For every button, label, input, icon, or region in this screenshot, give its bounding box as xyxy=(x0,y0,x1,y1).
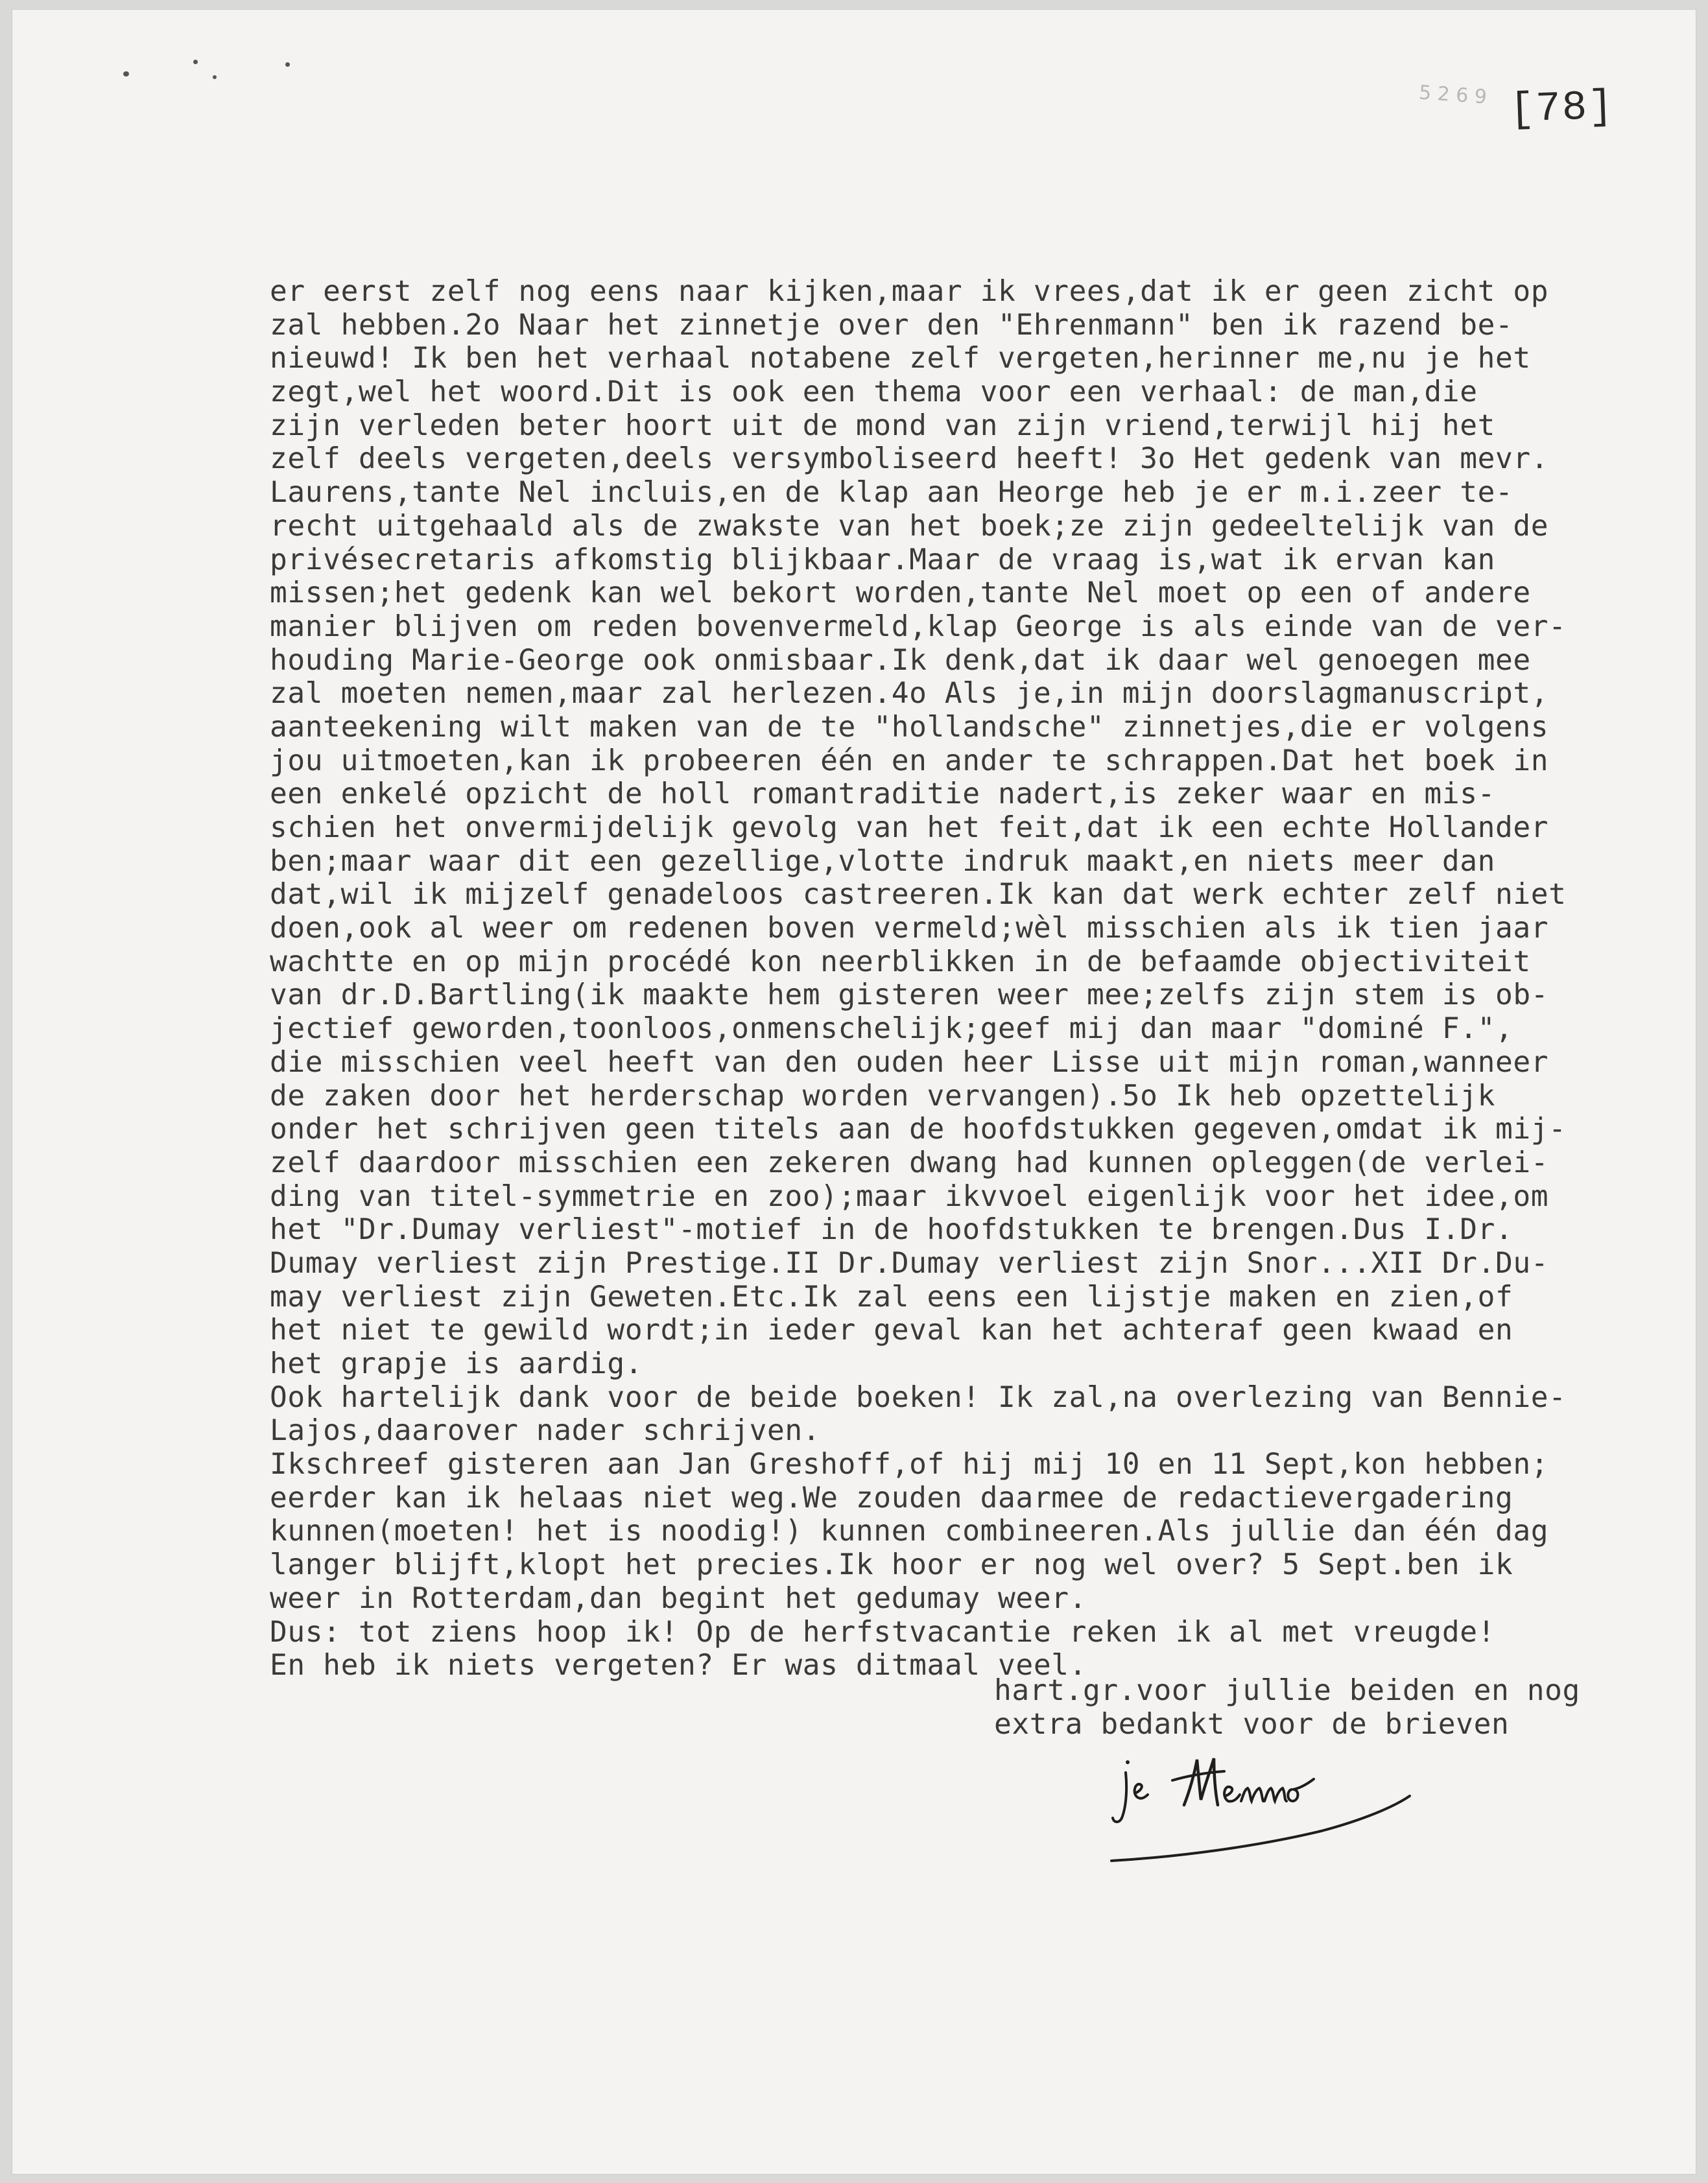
body-line: zegt,wel het woord.Dit is ook een thema voor een verhaal: de man,die xyxy=(270,375,1478,409)
handwritten-signature xyxy=(1108,1734,1412,1863)
body-line: het "Dr.Dumay verliest"-motief in de hoofdstukken te brengen.Dus I.Dr. xyxy=(270,1213,1513,1247)
punch-mark xyxy=(285,62,290,67)
body-line: ben;maar waar dit een gezellige,vlotte indruk maakt,en niets meer dan xyxy=(270,844,1495,878)
body-line: er eerst zelf nog eens naar kijken,maar ik vrees,dat ik er geen zicht op xyxy=(270,275,1549,308)
body-line: Ook hartelijk dank voor de beide boeken! Ik zal,na overlezing van Bennie- xyxy=(270,1380,1567,1414)
closing xyxy=(994,1674,1580,1741)
body-line: die misschien veel heeft van den ouden heer Lisse uit mijn roman,wanneer xyxy=(270,1045,1549,1079)
body-line: jectief geworden,toonloos,onmenschelijk;geef mij dan maar "dominé F.", xyxy=(270,1012,1513,1046)
body-line: recht uitgehaald als de zwakste van het boek;ze zijn gedeeltelijk van de xyxy=(270,509,1549,543)
body-line: schien het onvermijdelijk gevolg van het feit,dat ik een echte Hollander xyxy=(270,811,1549,844)
body-line: wachtte en op mijn procédé kon neerblikken in de befaamde objectiviteit xyxy=(270,945,1531,978)
body-line: manier blijven om reden bovenvermeld,klap George is als einde van de ver- xyxy=(270,609,1567,643)
body-line: jou uitmoeten,kan ik probeeren één en ander te schrappen.Dat het boek in xyxy=(270,744,1549,777)
archive-pencil-mark: 5 2 6 9 xyxy=(1417,81,1488,109)
punch-mark xyxy=(213,75,217,79)
body-line: dat,wil ik mijzelf genadeloos castreeren.Ik kan dat werk echter zelf niet xyxy=(270,878,1567,912)
letter-body xyxy=(270,275,1708,1682)
body-line: missen;het gedenk kan wel bekort worden,tante Nel moet op een of andere xyxy=(270,576,1531,610)
body-line: may verliest zijn Geweten.Etc.Ik zal eens een lijstje maken en zien,of xyxy=(270,1280,1513,1314)
body-line: weer in Rotterdam,dan begint het gedumay weer. xyxy=(270,1581,1087,1615)
body-line: van dr.D.Bartling(ik maakte hem gisteren weer mee;zelfs zijn stem is ob- xyxy=(270,978,1549,1012)
body-line: doen,ook al weer om redenen boven vermeld;wèl misschien als ik tien jaar xyxy=(270,912,1549,945)
body-line: Lajos,daarover nader schrijven. xyxy=(270,1414,821,1448)
body-line: eerder kan ik helaas niet weg.We zouden daarmee de redactievergadering xyxy=(270,1481,1513,1515)
body-line: ding van titel-symmetrie en zoo);maar ikvvoel eigenlijk voor het idee,om xyxy=(270,1179,1549,1213)
body-line: houding Marie-George ook onmisbaar.Ik denk,dat ik daar wel genoegen mee xyxy=(270,643,1531,677)
body-line: het niet te gewild wordt;in ieder geval kan het achteraf geen kwaad en xyxy=(270,1314,1513,1347)
body-line: nieuwd! Ik ben het verhaal notabene zelf vergeten,herinner me,nu je het xyxy=(270,342,1531,375)
body-line: kunnen(moeten! het is noodig!) kunnen combineeren.Als jullie dan één dag xyxy=(270,1515,1549,1548)
body-line: langer blijft,klopt het precies.Ik hoor er nog wel over? 5 Sept.ben ik xyxy=(270,1548,1513,1582)
closing-line: hart.gr.voor jullie beiden en nog xyxy=(994,1674,1580,1707)
punch-mark xyxy=(123,71,129,77)
body-line: zelf deels vergeten,deels versymboliseerd heeft! 3o Het gedenk van mevr. xyxy=(270,442,1549,476)
closing-line: extra bedankt voor de brieven xyxy=(994,1707,1510,1741)
body-line: aanteekening wilt maken van de te "hollandsche" zinnetjes,die er volgens xyxy=(270,710,1549,744)
body-line: zal hebben.2o Naar het zinnetje over den "Ehrenmann" ben ik razend be- xyxy=(270,308,1513,342)
body-line: Laurens,tante Nel incluis,en de klap aan Heorge heb je er m.i.zeer te- xyxy=(270,476,1513,510)
body-line: het grapje is aardig. xyxy=(270,1347,643,1380)
body-line: Dus: tot ziens hoop ik! Op de herfstvacantie reken ik al met vreugde! xyxy=(270,1615,1495,1649)
body-line: Dumay verliest zijn Prestige.II Dr.Dumay verliest zijn Snor...XII Dr.Du- xyxy=(270,1246,1549,1280)
body-line: Ikschreef gisteren aan Jan Greshoff,of hij mij 10 en 11 Sept,kon hebben; xyxy=(270,1448,1549,1481)
body-line: zal moeten nemen,maar zal herlezen.4o Als je,in mijn doorslagmanuscript, xyxy=(270,677,1549,711)
body-line: En heb ik niets vergeten? Er was ditmaal veel. xyxy=(270,1649,1087,1682)
punch-mark xyxy=(193,60,198,64)
body-line: onder het schrijven geen titels aan de hoofdstukken gegeven,omdat ik mij- xyxy=(270,1113,1567,1146)
body-line: de zaken door het herderschap worden vervangen).5o Ik heb opzettelijk xyxy=(270,1079,1495,1113)
body-line: privésecretaris afkomstig blijkbaar.Maar de vraag is,wat ik ervan kan xyxy=(270,543,1495,576)
page-number: [78] xyxy=(1508,84,1615,134)
body-line: zelf daardoor misschien een zekeren dwang had kunnen opleggen(de verlei- xyxy=(270,1146,1549,1179)
letter-page xyxy=(12,9,1696,2175)
body-line: een enkelé opzicht de holl romantraditie nadert,is zeker waar en mis- xyxy=(270,777,1495,811)
body-line: zijn verleden beter hoort uit de mond van zijn vriend,terwijl hij het xyxy=(270,408,1495,442)
